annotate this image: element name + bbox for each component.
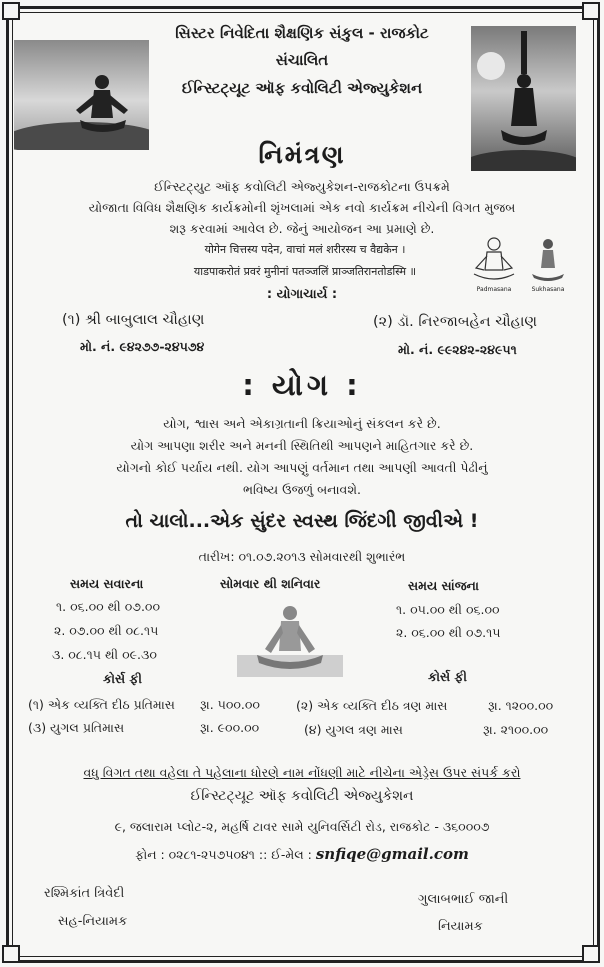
morning-heading: સમય સવારના (70, 576, 144, 591)
invitation-title: નિમંત્રણ (258, 140, 346, 169)
teacher-2-mobile: મો. નં. ૯૯૨૪૨-૨૪૯૫૧ (398, 342, 517, 357)
border-corner (582, 2, 600, 20)
sukhasana-figure (528, 236, 568, 294)
verse-line: याडपाकरोतं प्रवरं मुनीनां पतञ्जलिं प्राञ्जतिरानतोडस्मि ॥ (193, 265, 417, 278)
intro-text (0, 176, 604, 239)
yoga-title: : યોગ : (242, 368, 362, 402)
meditating-man-illustration (235, 603, 345, 679)
fee-item-label: (૩) યુગલ પ્રતિમાસ (28, 720, 125, 735)
teacher-2-name: (૨) ડૉ. નિરજાબહેન ચૌહાણ (373, 314, 538, 330)
evening-slot: ૧. ૦૫.૦૦ થી ૦૬.૦૦ (396, 602, 500, 617)
contact-note: વધુ વિગત તથા વહેલા તે પહેલાના ધોરણે નામ નોંધણી માટે નીચેના એડ્રેસ ઉપર સંપર્ક કરો (83, 765, 521, 780)
phone-text: ફોન : ૦૨૮૧-૨૫૭૫૦૪૧ :: ઈ-મેલ : (135, 847, 312, 862)
header-line-3: ઈન્સ્ટિટ્યૂટ ઑફ કવોલિટી એજ્યુકેશન (181, 79, 423, 97)
days-heading: સોમવાર થી શનિવાર (220, 576, 321, 591)
sukhasana-label: Sukhasana (531, 286, 565, 293)
sanskrit-verse (150, 239, 460, 283)
morning-slot: ૩. ૦૮.૧૫ થી ૦૯.૩૦ (52, 647, 157, 662)
intro-line: શરૂ કરવામાં આવેલ છે. જેનું આયોજન આ પ્રમાણે છે. (169, 221, 435, 236)
fee-heading-right: કોર્સ ફી (428, 669, 467, 684)
email-link[interactable]: snfiqe@gmail.com (315, 845, 469, 863)
institute-name: ઈન્સ્ટિટ્યૂટ ઑફ કવોલિટી એજ્યુકેશન (190, 788, 414, 804)
padmasana-figure (468, 236, 520, 294)
slogan: તો ચાલો...એક સુંદર સ્વસ્થ જિંદગી જીવીએ ! (125, 510, 479, 532)
fee-item-amount: રૂા. ૧૨૦૦.૦૦ (488, 698, 554, 713)
description-line: યોગ, શ્વાસ અને એકાગ્રતાની ક્રિયાઓનું સંકલન કરે છે. (163, 416, 441, 431)
morning-slot: ૨. ૦૭.૦૦ થી ૦૮.૧૫ (54, 623, 159, 638)
padmasana-label: Padmasana (476, 286, 512, 293)
fee-item-label: (૧) એક વ્યક્તિ દીઠ પ્રતિમાસ (28, 697, 175, 712)
evening-slot: ૨. ૦૬.૦૦ થી ૦૭.૧૫ (396, 625, 501, 640)
intro-line: યોજાતા વિવિધ શૈક્ષણિક કાર્યક્રમોની શૃંખલામાં એક નવો કાર્યક્રમ નીચેની વિગત મુજબ (88, 200, 516, 215)
description-line: યોગ આપણા શરીર અને મનની સ્થિતિથી આપણને માહિતગાર કરે છે. (130, 438, 474, 453)
border-corner (2, 2, 20, 20)
teacher-1-mobile: મો. નં. ૯૪૨૭૭-૨૪૫૭૪ (80, 339, 205, 354)
evening-heading: સમય સાંજના (408, 578, 479, 593)
fee-item-amount: રૂા. ૯૦૦.૦૦ (200, 720, 260, 735)
verse-line: योगेन चित्तस्य पदेन, वाचां मलं शरीरस्य च वैद्यकेन । (204, 243, 406, 256)
phone-email-line (0, 845, 604, 863)
description-line: યોગનો કોઈ પર્યાય નથી. યોગ આપણું વર્તમાન તથા આપણી આવતી પેઢીનું (116, 460, 488, 475)
intro-line: ઈન્સ્ટિટ્યુટ ઑફ કવોલિટી એજ્યુકેશન-રાજકોટના ઉપક્રમે (154, 179, 450, 194)
border-corner (582, 945, 600, 963)
signatory-1-name: રશ્મિકાંત ત્રિવેદી (44, 886, 125, 901)
address: ૯, જલારામ પ્લોટ-૨, મહર્ષિ ટાવર સામે યુનિવર્સિટી રોડ, રાજકોટ - ૩૬૦૦૦૭ (114, 819, 490, 834)
signatory-2-role: નિયામક (438, 919, 483, 934)
header-line-2: સંચાલિત (275, 51, 329, 69)
yoga-description (0, 413, 604, 501)
border-corner (2, 945, 20, 963)
fee-heading-left: કોર્સ ફી (103, 671, 142, 686)
fee-item-label: (૨) એક વ્યક્તિ દીઠ ત્રણ માસ (296, 698, 448, 713)
fee-item-amount: રૂા. ૨૧૦૦.૦૦ (483, 722, 549, 737)
description-line: ભવિષ્ય ઉજળું બનાવશે. (243, 482, 361, 497)
signatory-2-name: ગુલાબભાઈ જાની (418, 892, 509, 907)
header-line-1: સિસ્ટર નિવેદિતા શૈક્ષણિક સંકુલ - રાજકોટ (175, 24, 429, 42)
teacher-1-name: (૧) શ્રી બાબુલાલ ચૌહાણ (62, 312, 205, 328)
morning-slot: ૧. ૦૬.૦૦ થી ૦૭.૦૦ (56, 599, 160, 614)
fee-item-amount: રૂા. ૫૦૦.૦૦ (200, 697, 260, 712)
signatory-1-role: સહ-નિયામક (58, 914, 128, 929)
yogacharya-heading: : યોગાચાર્ય : (266, 287, 338, 302)
fee-item-label: (૪) યુગલ ત્રણ માસ (304, 722, 403, 737)
start-date: તારીખ: ૦૧.૦૭.૨૦૧૩ સોમવારથી શુભારંભ (198, 549, 406, 564)
